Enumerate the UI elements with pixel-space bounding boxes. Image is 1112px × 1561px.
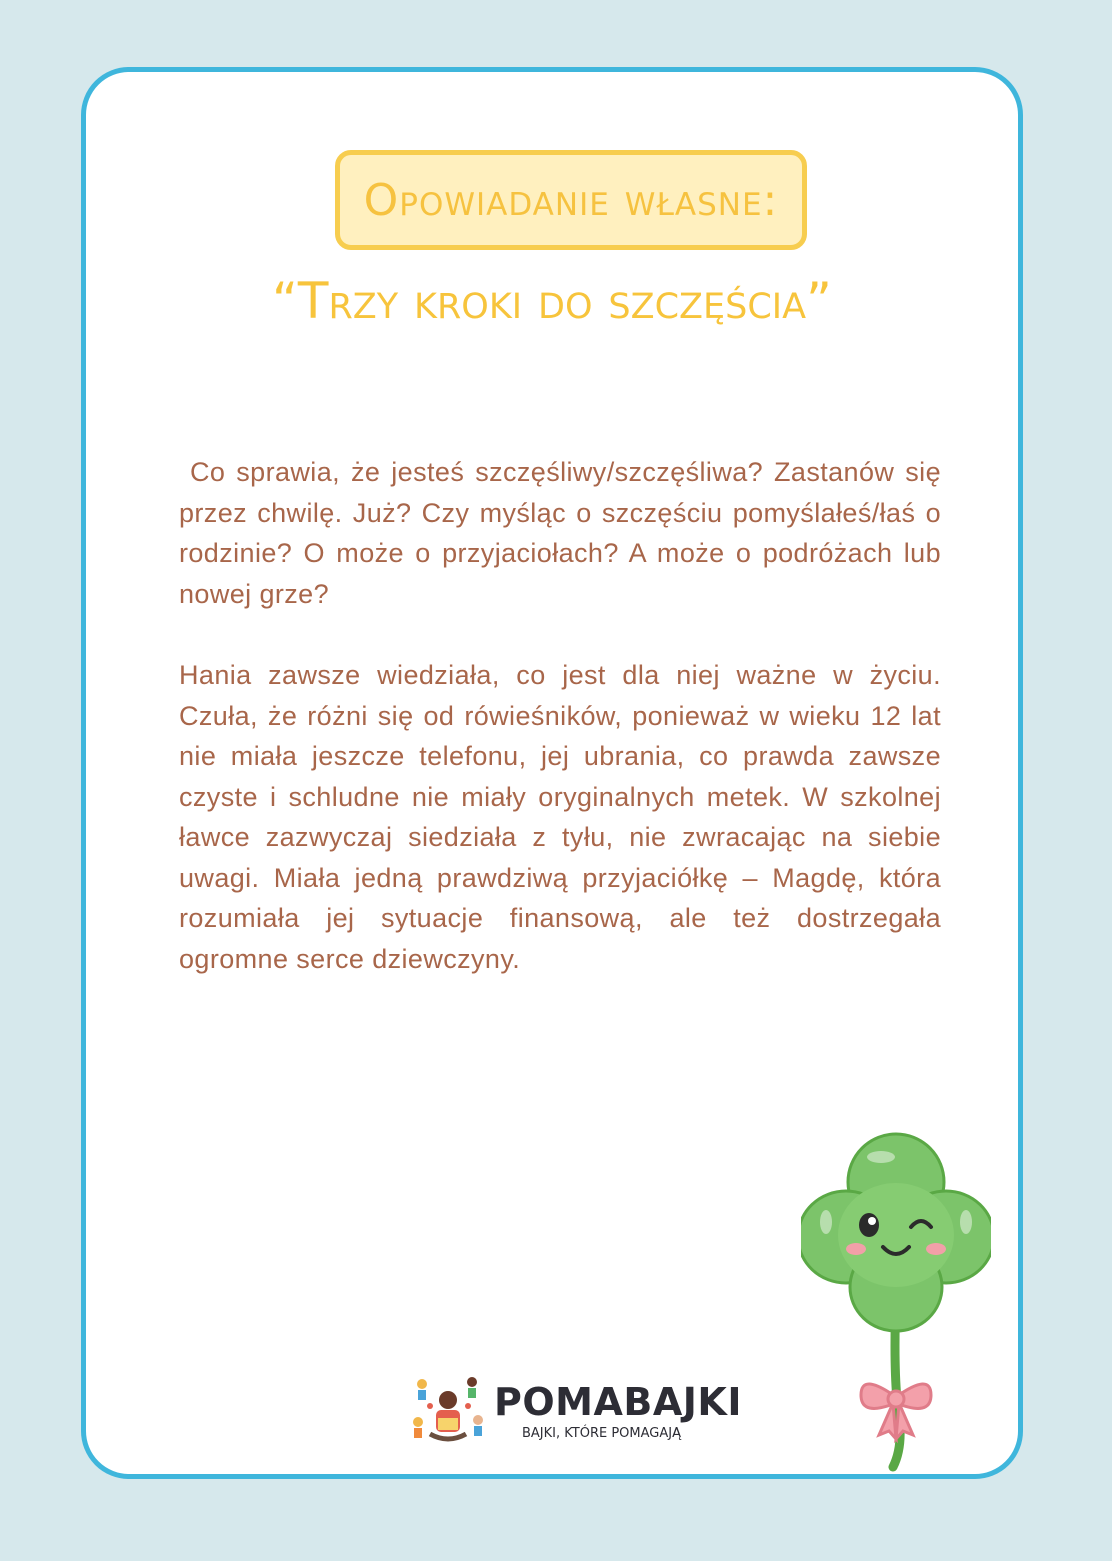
heading-banner bbox=[335, 150, 807, 250]
story-body bbox=[179, 452, 941, 1020]
logo-tagline: BAJKI, KTÓRE POMAGAJĄ bbox=[522, 1426, 681, 1441]
paragraph-story: Hania zawsze wiedziała, co jest dla niej ważne w życiu. Czuła, że różni się od rówieśników, ponieważ w wieku 12 lat nie miała jeszcze telefonu, jej ubrania, co prawda zawsze czyste i schludne nie miały oryginalnych metek. W szkolnej ławce zazwyczaj siedziała z tyłu, nie zwracając na siebie uwagi. Miała jedną prawdziwą przyjaciółkę – Magdę, która rozumiała jej sytuacje finansową, ale też dostrzegała ogromne serce dziewczyny. bbox=[179, 660, 941, 974]
page-card bbox=[81, 67, 1023, 1479]
paragraph-intro: Co sprawia, że jesteś szczęśliwy/szczęśliwa? Zastanów się przez chwilę. Już? Czy myśląc o szczęściu pomyślałeś/łaś o rodzinie? O może o przyjaciołach? A może o podróżach lub nowej grze? bbox=[179, 457, 941, 609]
logo-title: POMABAJKI bbox=[494, 1380, 742, 1424]
children-reading-icon bbox=[408, 1370, 488, 1450]
story-title: “Trzy kroki do szczęścia” bbox=[272, 272, 832, 330]
heading-title: Opowiadanie własne: bbox=[363, 174, 779, 226]
pomabajki-logo bbox=[408, 1370, 748, 1450]
clover-mascot-icon bbox=[801, 1127, 991, 1472]
